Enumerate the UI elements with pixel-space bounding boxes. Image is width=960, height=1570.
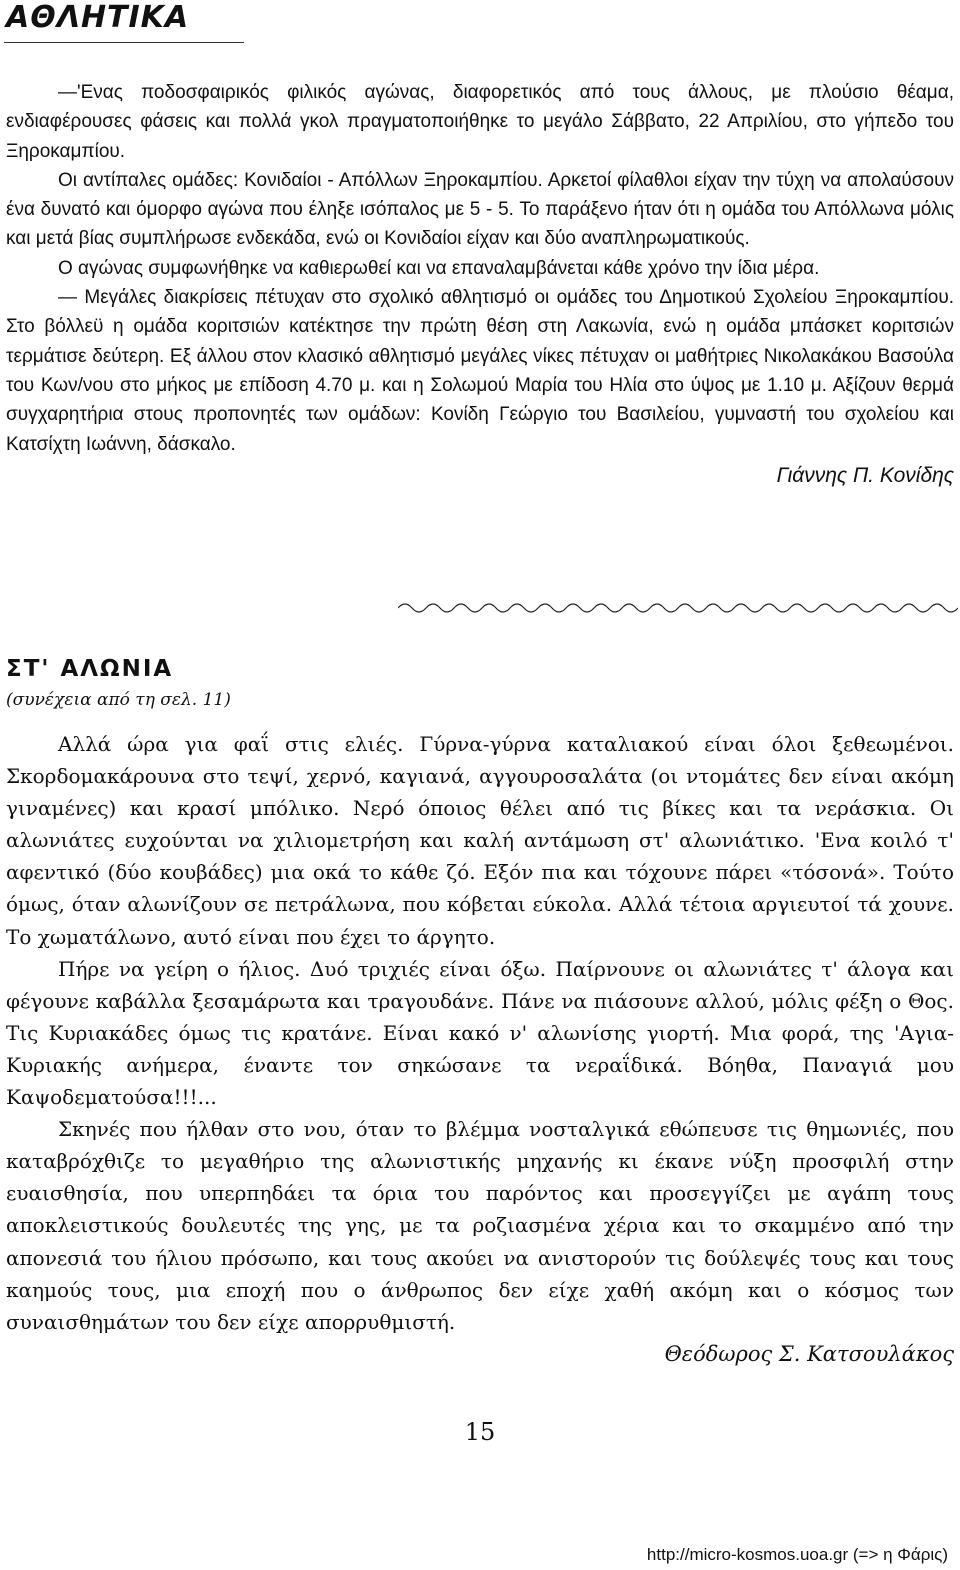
section-title: ΑΘΛΗΤΙΚΑ xyxy=(6,0,190,35)
title-underline xyxy=(4,42,244,43)
sports-paragraph-3: Ο αγώνας συμφωνήθηκε να καθιερωθεί και να επαναλαμβάνεται κάθε χρόνο την ίδια μέρα. xyxy=(58,257,820,279)
sports-signature: Γιάννης Π. Κονίδης xyxy=(776,463,954,487)
sports-paragraph-4: — Μεγάλες διακρίσεις πέτυχαν στο σχολικό αθλητισμό οι ομάδες του Δημοτικού Σχολείου Ξηροκαμπίου. Στο βόλλεϋ η ομάδα κοριτσιών κατέκτησε την πρώτη θέση στη Λακωνία, ενώ η ομάδα μπάσκετ κοριτσιών τερμάτισε δεύτερη. Εξ άλλου στον κλασικό αθλητισμό μεγάλες νίκες πέτυχαν οι μαθήτριες Νικολακάκου Βασούλα του Κων/νου στο μήκος με επίδοση 4.70 μ. και η Σολωμού Μαρία του Ηλία στο ύψος με 1.10 μ. Αξίζουν θερμά συγχαρητήρια στους προπονητές των ομάδων: Κονίδη Γεώργιο του Βασιλείου, γυμναστή του σχολείου και Κατσίχτη Ιωάννη, δάσκαλο. xyxy=(6,287,954,455)
laconia-signature: Θεόδωρος Σ. Κατσουλάκος xyxy=(664,1341,954,1366)
page-number: 15 xyxy=(464,1418,496,1446)
wavy-divider xyxy=(398,598,958,618)
laconia-paragraph-3: Σκηνές που ήλθαν στο νου, όταν το βλέμμα νοσταλγικά εθώπευσε τις θημωνιές, που καταβρόχθιζε το μεγαθήριο της αλωνιστικής μηχανής κι έκανε νύξη προσφιλή στην ευαισθησία, που υπερπηδάει τα όρια του παρόντος και προσεγγίζει με αγάπη τους αποκλειστικούς δουλευτές της γης, με τα ροζιασμένα χέρια και το σκαμμένο από την απονεσιά του ήλιου πρόσωπο, και τους ακούει να ανιστορούν τις δούλεψές τους και τους καημούς τους, μια εποχή που ο άνθρωπος δεν είχε χαθή ακόμη και ο κόσμος των συναισθημάτων του δεν είχε απορρυθμιστή. xyxy=(6,1117,954,1334)
sports-article xyxy=(6,78,954,490)
sports-paragraph-2: Οι αντίπαλες ομάδες: Κονιδαίοι - Απόλλων Ξηροκαμπίου. Αρκετοί φίλαθλοι είχαν την τύχη να απολαύσουν ένα δυνατό και όμορφο αγώνα που έληξε ισόπαλος με 5 - 5. Το παράξενο ήταν ότι η ομάδα του Απόλλωνα μόλις και μετά βίας συμπλήρωσε ενδεκάδα, ενώ οι Κονιδαίοι είχαν και δύο αναπληρωματικούς. xyxy=(6,169,954,250)
laconia-paragraph-1: Αλλά ώρα για φαΐ στις ελιές. Γύρνα-γύρνα καταλιακού είναι όλοι ξεθεωμένοι. Σκορδομακάρουνα στο τεψί, χερνό, καγιανά, αγγουροσαλάτα (οι ντομάτες δεν είναι ακόμη γιναμένες) και κρασί μπόλικο. Νερό όποιος θέλει από τις βίκες και τα νεράσκια. Οι αλωνιάτες ευχούνται να χιλιομετρήση και καλή αντάμωση στ' αλωνιάτικο. 'Ενα κοιλό τ' αφεντικό (δύο κουβάδες) μια οκά το κάθε ζό. Εξόν πια και τόχουνε πάρει «τόσονά». Τούτο όμως, όταν αλωνίζουν σε πετράλωνα, που κόβεται εύκολα. Αλλά τέτοια αργιευτοί τά χουνε. Το χωματάλωνο, αυτό είναι που έχει το άργητο. xyxy=(6,732,954,949)
laconia-paragraph-2: Πήρε να γείρη ο ήλιος. Δυό τριχιές είναι όξω. Παίρνουνε οι αλωνιάτες τ' άλογα και φέγουνε καβάλλα ξεσαμάρωτα και τραγουδάνε. Πάνε να πιάσουνε αλλού, μόλις φέξη ο Θος. Τις Κυριακάδες όμως τις κρατάνε. Είναι κακό ν' αλωνίσης γιορτή. Μια φορά, της 'Αγια-Κυριακής ανήμερα, έναντε τον σηκώσανε τα νεραΐδικά. Βόηθα, Παναγιά μου Καψοδεματούσα!!!... xyxy=(6,956,954,1110)
sports-paragraph-1: —'Ενας ποδοσφαιρικός φιλικός αγώνας, διαφορετικός από τους άλλους, με πλούσιο θέαμα, ενδιαφέρουσες φάσεις και πολλά γκολ πραγματοποιήθηκε το μεγάλο Σάββατο, 22 Απριλίου, στο γήπεδο του Ξηροκαμπίου. xyxy=(6,82,954,162)
source-url: http://micro-kosmos.uoa.gr (=> η Φάρις) xyxy=(646,1545,948,1564)
continued-note: (συνέχεια από τη σελ. 11) xyxy=(6,690,231,710)
laconia-title: ΣΤ' ΑΛΩΝΙΑ xyxy=(6,656,174,682)
laconia-article xyxy=(6,728,954,1370)
